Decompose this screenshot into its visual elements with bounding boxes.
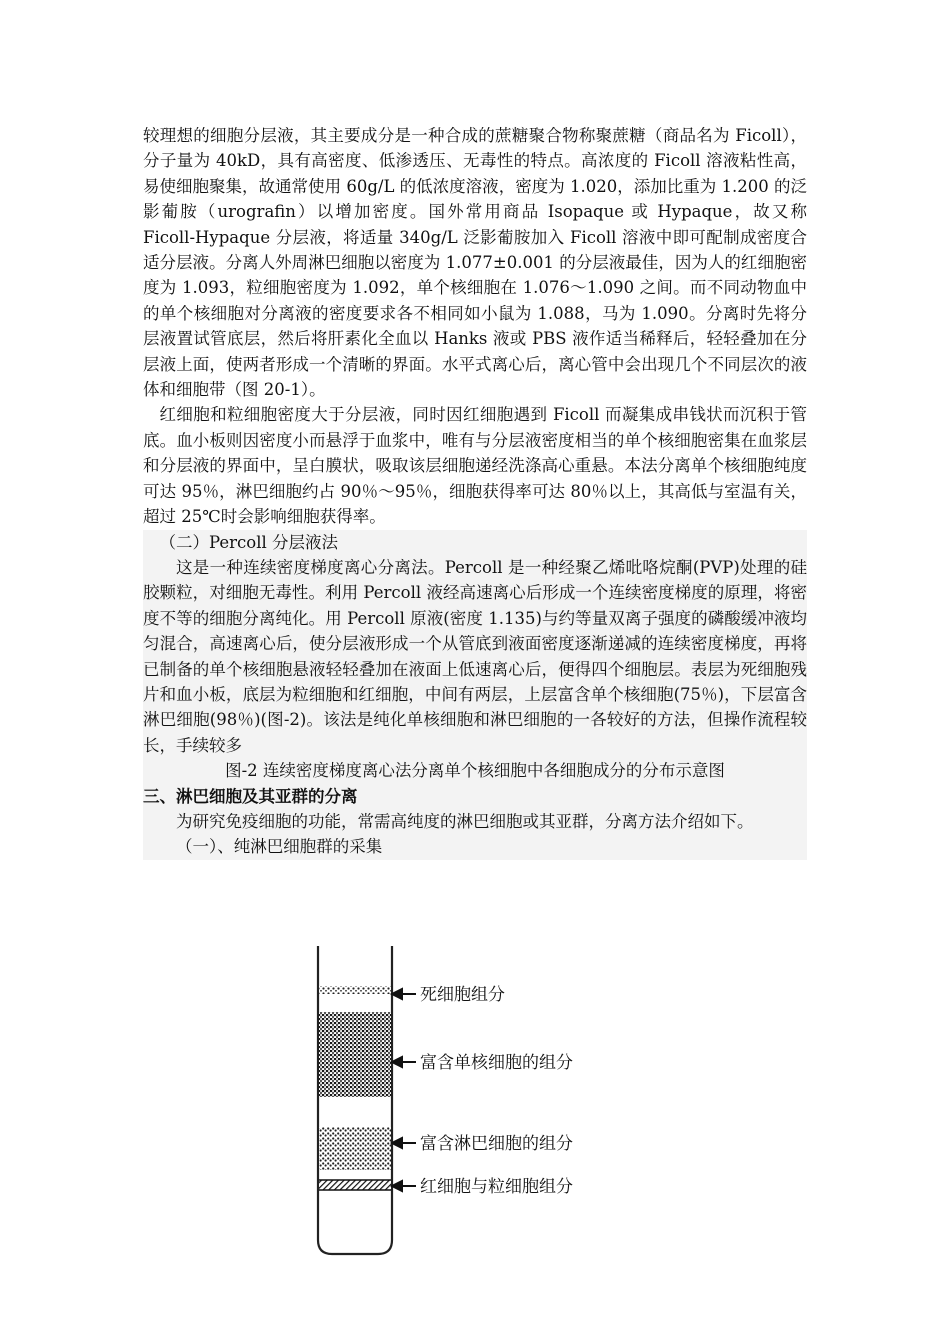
arrow-left-icon [392,989,402,999]
arrow-left-icon [392,1057,402,1067]
mononuclear-layer [319,1012,391,1097]
paragraph-lymph-intro: 为研究免疫细胞的功能，常需高纯度的淋巴细胞或其亚群，分离方法介绍如下。 [176,811,754,831]
body-text [143,123,807,860]
lymphocyte-layer [319,1127,391,1170]
centrifuge-tube-figure [262,922,646,1262]
subheading-percoll: （二）Percoll 分层液法 [159,532,338,552]
figure-caption: 图-2 连续密度梯度离心法分离单个核细胞中各细胞成分的分布示意图 [225,761,725,781]
paragraph-percoll: 这是一种连续密度梯度离心分离法。Percoll 是一种经聚乙烯吡咯烷酮(PVP)处理的硅胶颗粒，对细胞无毒性。利用 Percoll 液经高速离心后形成一个连续密度梯度的原理，将密度不等的细胞分离纯化。用 Percoll 原液(密度 1.135)与约等量双离子强度的磷酸缓冲液均匀混合，高速离心后，使分层液形成一个从管底到液面密度逐渐递减的连续密度梯度，再将已制备的单个核细胞悬液轻轻叠加在液面上低速离心后，便得四个细胞层。表层为死细胞残片和血小板，底层为粒细胞和红细胞，中间有两层，上层富含单个核细胞(75％)，下层富含淋巴细胞(98％)(图-2)。该法是纯化单核细胞和淋巴细胞的一各较好的方法，但操作流程较长，手续较多 [143,557,807,755]
section-heading: 三、淋巴细胞及其亚群的分离 [143,786,358,806]
arrow-icons [392,989,416,1191]
label-mononuclear: 富含单核细胞的组分 [420,1053,573,1073]
dead-cell-layer [319,986,391,994]
shaded-region [143,530,807,860]
label-dead-cells: 死细胞组分 [420,985,505,1005]
label-rbc-granulocyte: 红细胞与粒细胞组分 [420,1177,573,1197]
arrow-left-icon [392,1181,402,1191]
subheading-pure-lymph: （一）、纯淋巴细胞群的采集 [176,837,383,857]
paragraph-ficoll: 较理想的细胞分层液，其主要成分是一种合成的蔗糖聚合物称聚蔗糖（商品名为 Ficoll），分子量为 40kD，具有高密度、低渗透压、无毒性的特点。高浓度的 Ficoll 溶液粘性高，易使细胞聚集，故通常使用 60g/L 的低浓度溶液，密度为 1.020，添加比重为 1.200 的泛影葡胺（urografin）以增加密度。国外常用商品 Isopaque 或 Hypaque，故又称 Ficoll-Hypaque 分层液，将适量 340g/L 泛影葡胺加入 Ficoll 溶液中即可配制成密度合适分层液。分离人外周淋巴细胞以密度为 1.077±0.001 的分层液最佳，因为人的红细胞密度为 1.093，粒细胞密度为 1.092，单个核细胞在 1.076～1.090 之间。而不同动物血中的单个核细胞对分离液的密度要求各不相同如小鼠为 1.088，马为 1.090。分离时先将分层液置试管底层，然后将肝素化全血以 Hanks 液或 PBS 液作适当稀释后，轻轻叠加在分层液上面，使两者形成一个清晰的界面。水平式离心后，离心管中会出现几个不同层次的液体和细胞带（图 20-1）。 [143,126,807,400]
arrow-left-icon [392,1138,402,1148]
rbc-layer [319,1180,391,1190]
paragraph-sedimentation: 红细胞和粒细胞密度大于分层液，同时因红细胞遇到 Ficoll 而凝集成串钱状而沉积于管底。血小板则因密度小而悬浮于血浆中，唯有与分层液密度相当的单个核细胞密集在血浆层和分层液的界面中，呈白膜状，吸取该层细胞递经洗涤高心重悬。本法分离单个核细胞纯度可达 95％，淋巴细胞约占 90％～95％，细胞获得率可达 80％以上，其高低与室温有关，超过 25℃时会影响细胞获得率。 [143,405,807,527]
tube-diagram [262,922,646,1262]
label-lymphocyte: 富含淋巴细胞的组分 [420,1134,573,1154]
